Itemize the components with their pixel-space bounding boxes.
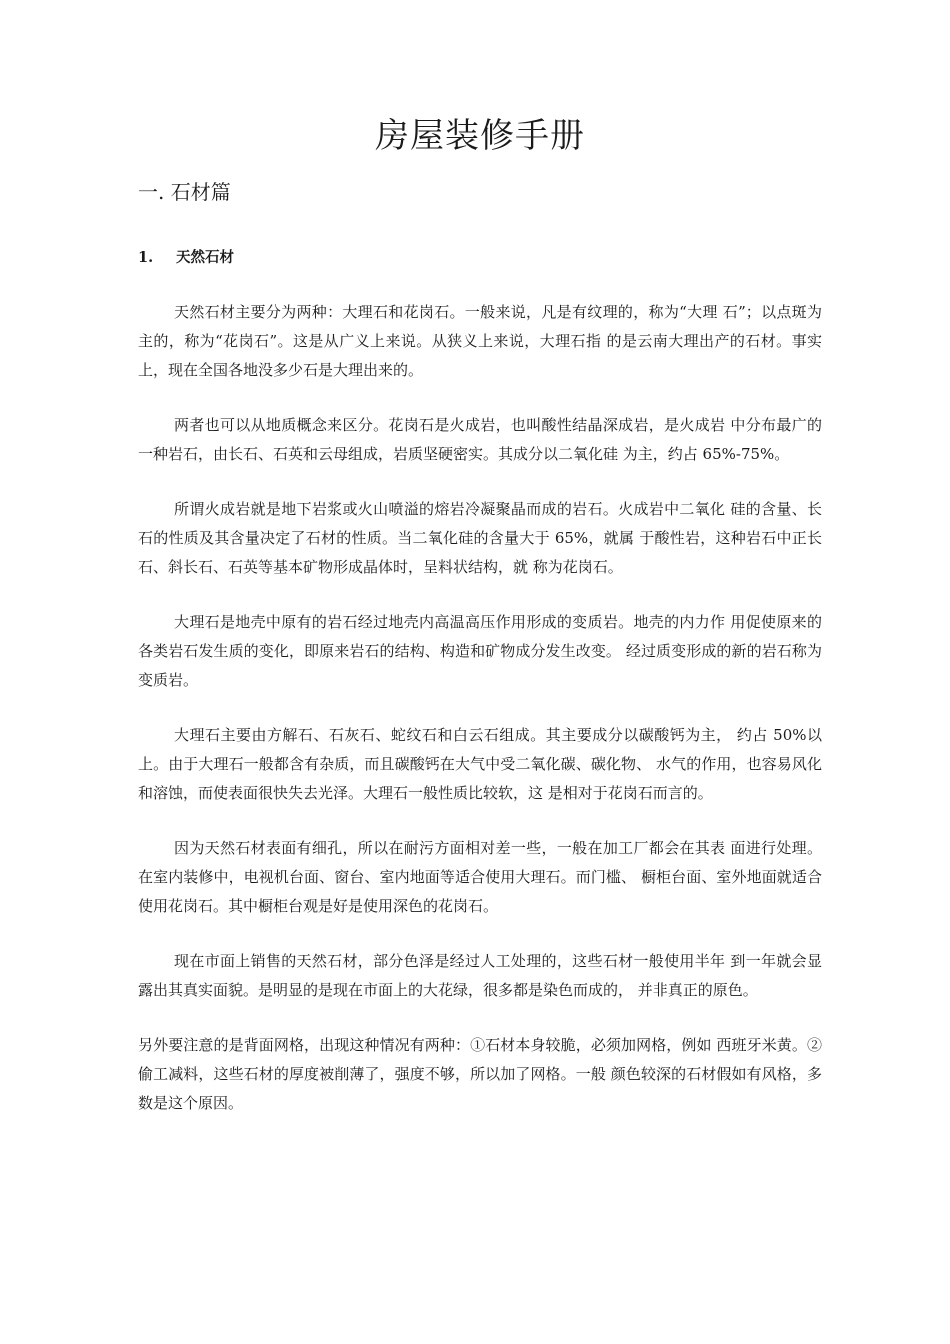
paragraph: 另外要注意的是背面网格，出现这种情况有两种：①石材本身较脆，必须加网格，例如 西班牙米黄。②偷工减料，这些石材的厚度被削薄了，强度不够，所以加了网格。一般 颜色较深的石材假如有风格，多数是这个原因。 (138, 1036, 822, 1112)
subsection-label: 天然石材 (176, 249, 234, 266)
subsection-heading (138, 246, 234, 267)
document-body (138, 298, 822, 1144)
paragraph: 所谓火成岩就是地下岩浆或火山喷溢的熔岩冷凝聚晶而成的岩石。火成岩中二氧化 硅的含量、长石的性质及其含量决定了石材的性质。当二氧化硅的含量大于 65%，就属 于酸性岩，这种岩石中正长石、斜长石、石英等基本矿物形成晶体时，呈料状结构，就 称为花岗石。 (138, 500, 822, 576)
paragraph: 两者也可以从地质概念来区分。花岗石是火成岩，也叫酸性结晶深成岩，是火成岩 中分布最广的一种岩石，由长石、石英和云母组成，岩质坚硬密实。其成分以二氧化硅 为主，约占 65%-75%。 (138, 416, 822, 463)
document-title: 房屋装修手册 (375, 116, 585, 156)
section-heading: 一. 石材篇 (138, 180, 231, 204)
paragraph: 天然石材主要分为两种：大理石和花岗石。一般来说，凡是有纹理的，称为“大理 石”；以点斑为主的，称为“花岗石”。这是从广义上来说。从狭义上来说，大理石指 的是云南大理出产的石材。事实上，现在全国各地没多少石是大理出来的。 (138, 303, 822, 379)
paragraph: 现在市面上销售的天然石材，部分色泽是经过人工处理的，这些石材一般使用半年 到一年就会显露出其真实面貌。是明显的是现在市面上的大花绿，很多都是染色而成的， 并非真正的原色。 (138, 952, 822, 999)
subsection-number: 1. (138, 249, 154, 266)
paragraph: 大理石是地壳中原有的岩石经过地壳内高温高压作用形成的变质岩。地壳的内力作 用促使原来的各类岩石发生质的变化，即原来岩石的结构、构造和矿物成分发生改变。 经过质变形成的新的岩石称为变质岩。 (138, 613, 822, 689)
paragraph: 因为天然石材表面有细孔，所以在耐污方面相对差一些，一般在加工厂都会在其表 面进行处理。在室内装修中，电视机台面、窗台、室内地面等适合使用大理石。而门槛、 橱柜台面、室外地面就适合使用花岗石。其中橱柜台观是好是使用深色的花岗石。 (138, 839, 822, 915)
paragraph: 大理石主要由方解石、石灰石、蛇纹石和白云石组成。其主要成分以碳酸钙为主， 约占 50%以上。由于大理石一般都含有杂质，而且碳酸钙在大气中受二氧化碳、碳化物、 水气的作用，也容易风化和溶蚀，而使表面很快失去光泽。大理石一般性质比较软，这 是相对于花岗石而言的。 (138, 726, 822, 802)
